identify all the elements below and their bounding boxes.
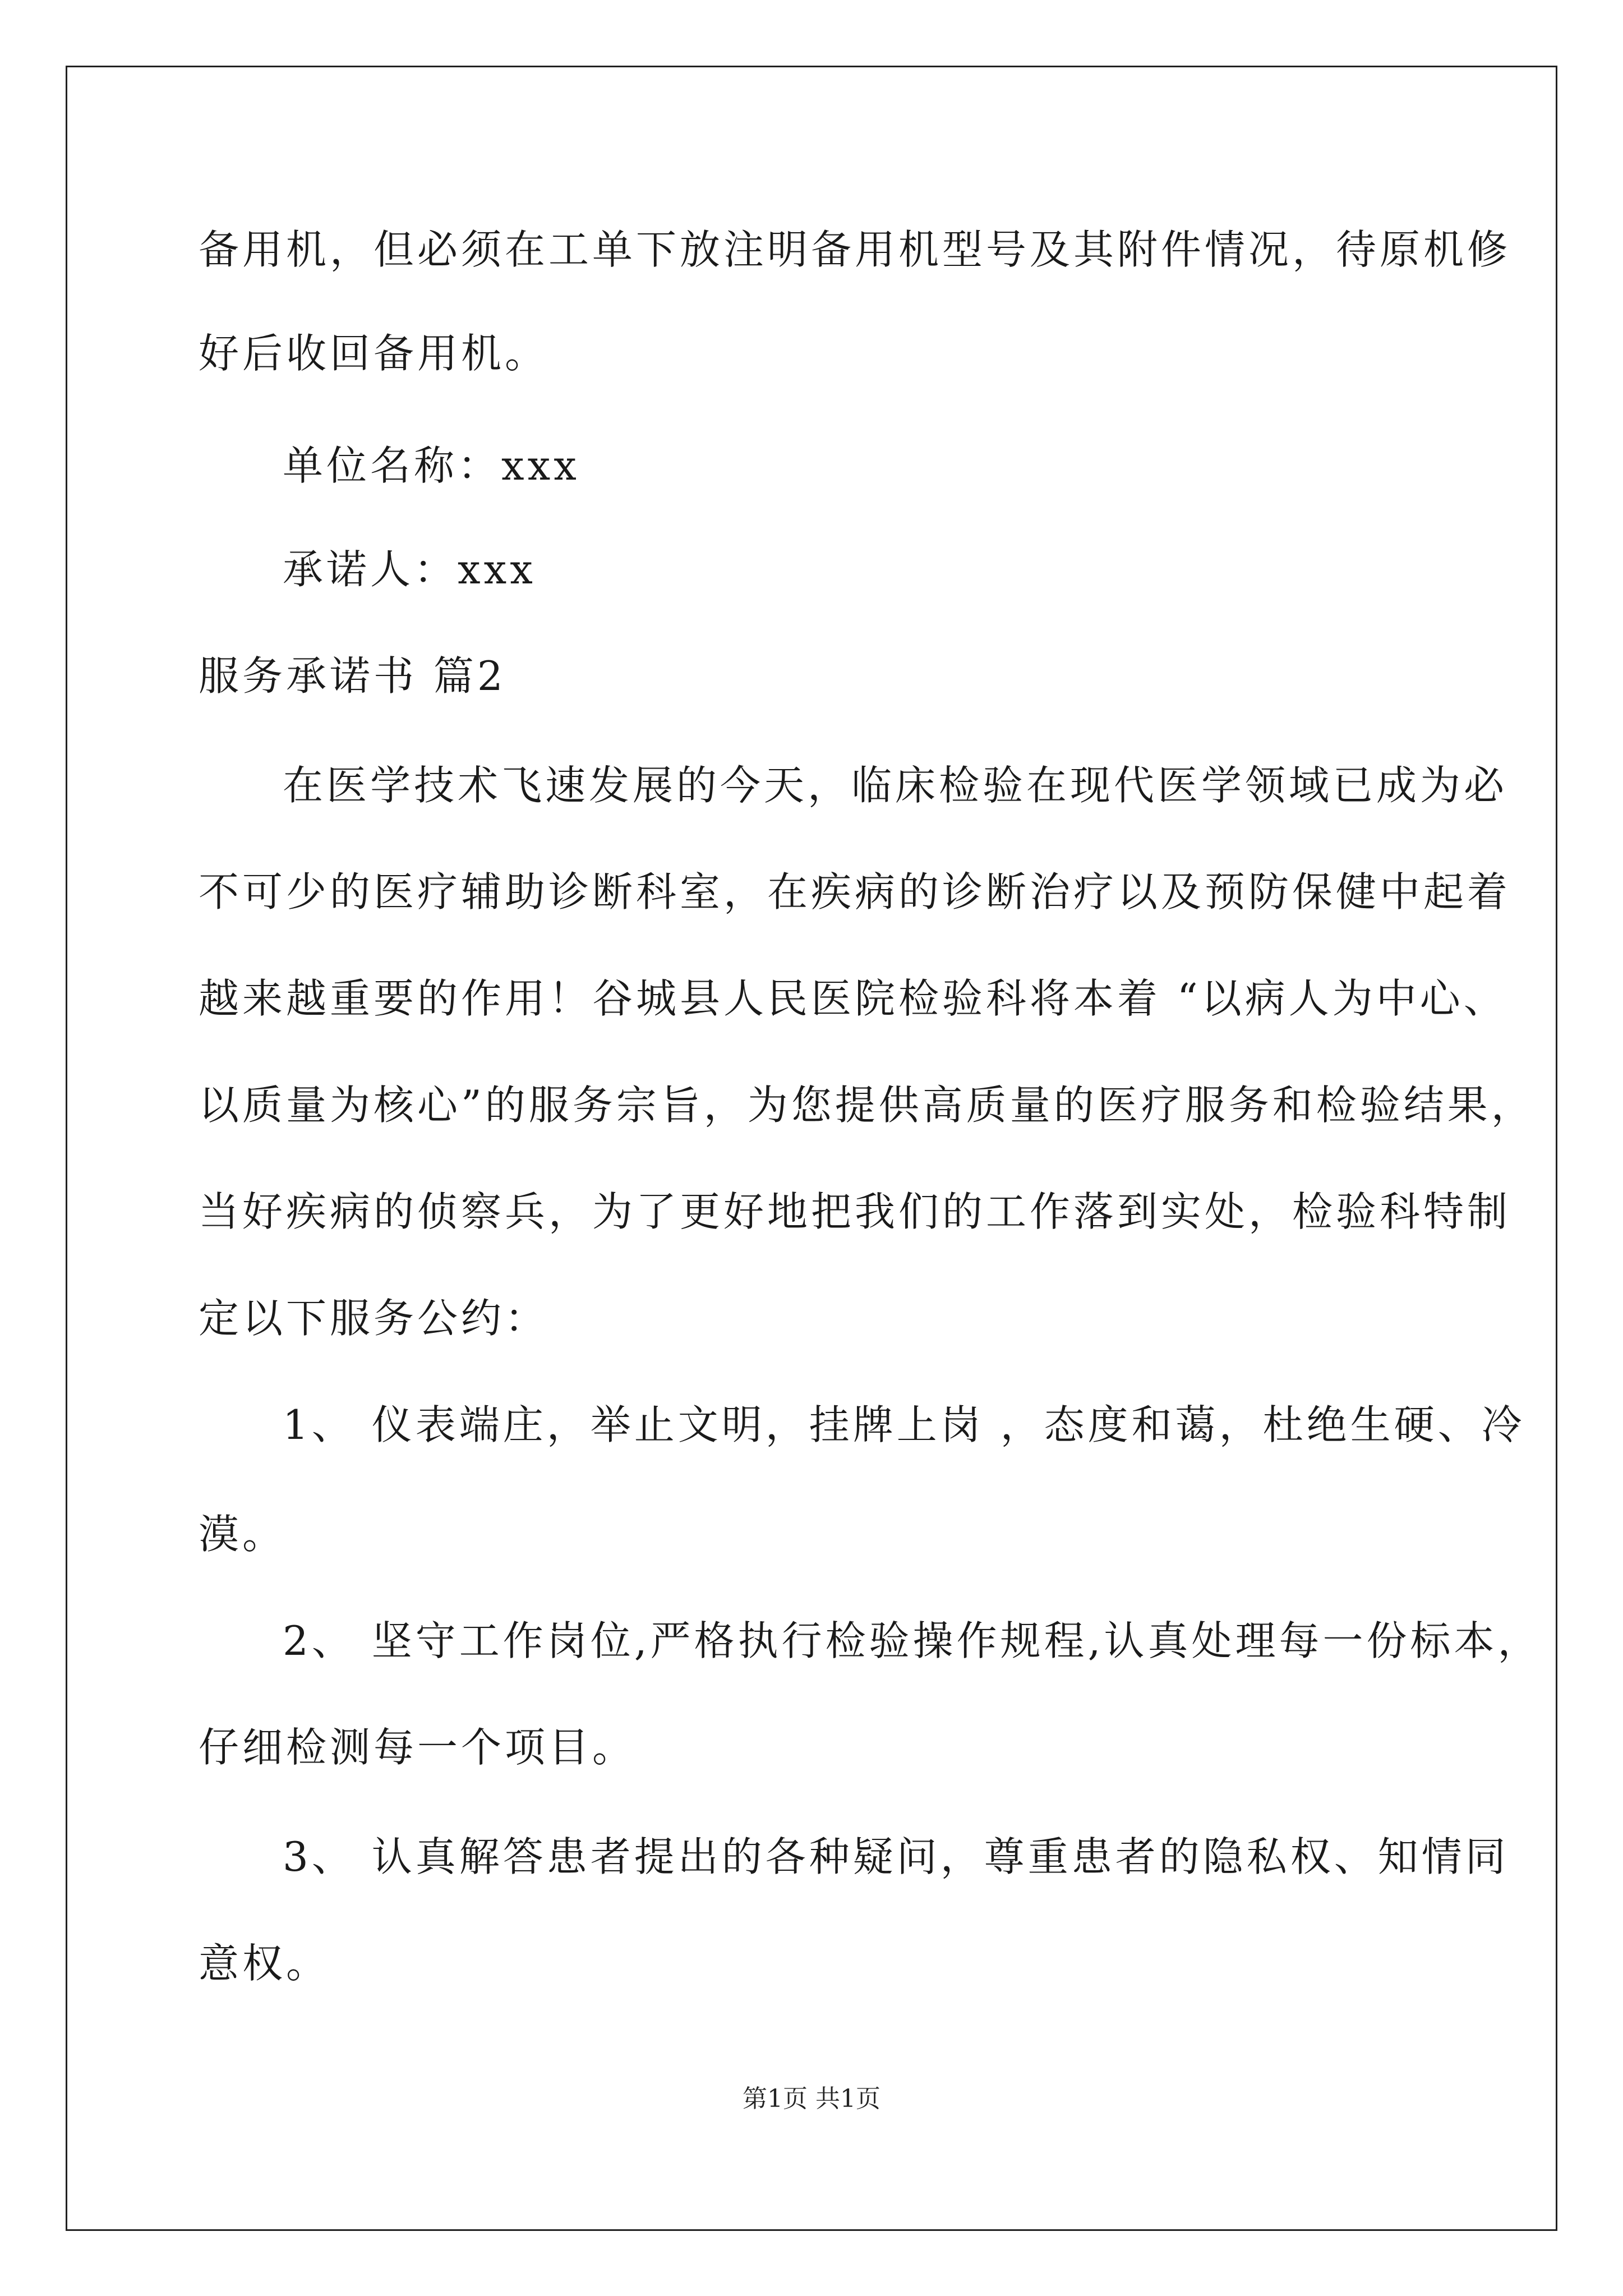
page-footer: 第1页 共1页 [743,2085,880,2113]
text-line: 定以下服务公约： [199,1295,549,1342]
text-line: 漠。 [199,1511,287,1558]
section-heading: 服务承诺书 篇2 [199,652,506,700]
page-border [66,66,1557,2231]
text-line: 不可少的医疗辅助诊断科室，在疾病的诊断治疗以及预防保健中起着 [199,868,1511,915]
text-line: 单位名称：xxx [283,442,580,489]
list-item-2: 2、 坚守工作岗位,严格执行检验操作规程,认真处理每一份标本， [283,1617,1542,1664]
text-line: 承诺人：xxx [283,546,536,593]
text-line: 好后收回备用机。 [199,330,549,377]
text-line: 以质量为核心”的服务宗旨，为您提供高质量的医疗服务和检验结果， [199,1082,1535,1129]
list-item-3: 3、 认真解答患者提出的各种疑问，尊重患者的隐私权、知情同 [283,1833,1509,1880]
text-line: 当好疾病的侦察兵，为了更好地把我们的工作落到实处，检验科特制 [199,1188,1511,1235]
text-line: 在医学技术飞速发展的今天，临床检验在现代医学领域已成为必 [283,762,1508,809]
list-item-1: 1、 仪表端庄，举止文明，挂牌上岗 ，态度和蔼，杜绝生硬、冷 [283,1401,1525,1448]
text-line: 意权。 [199,1940,330,1987]
text-line: 备用机，但必须在工单下放注明备用机型号及其附件情况，待原机修 [199,226,1511,273]
text-line: 越来越重要的作用！谷城县人民医院检验科将本着 “以病人为中心、 [199,975,1507,1022]
text-line: 仔细检测每一个项目。 [199,1724,637,1771]
